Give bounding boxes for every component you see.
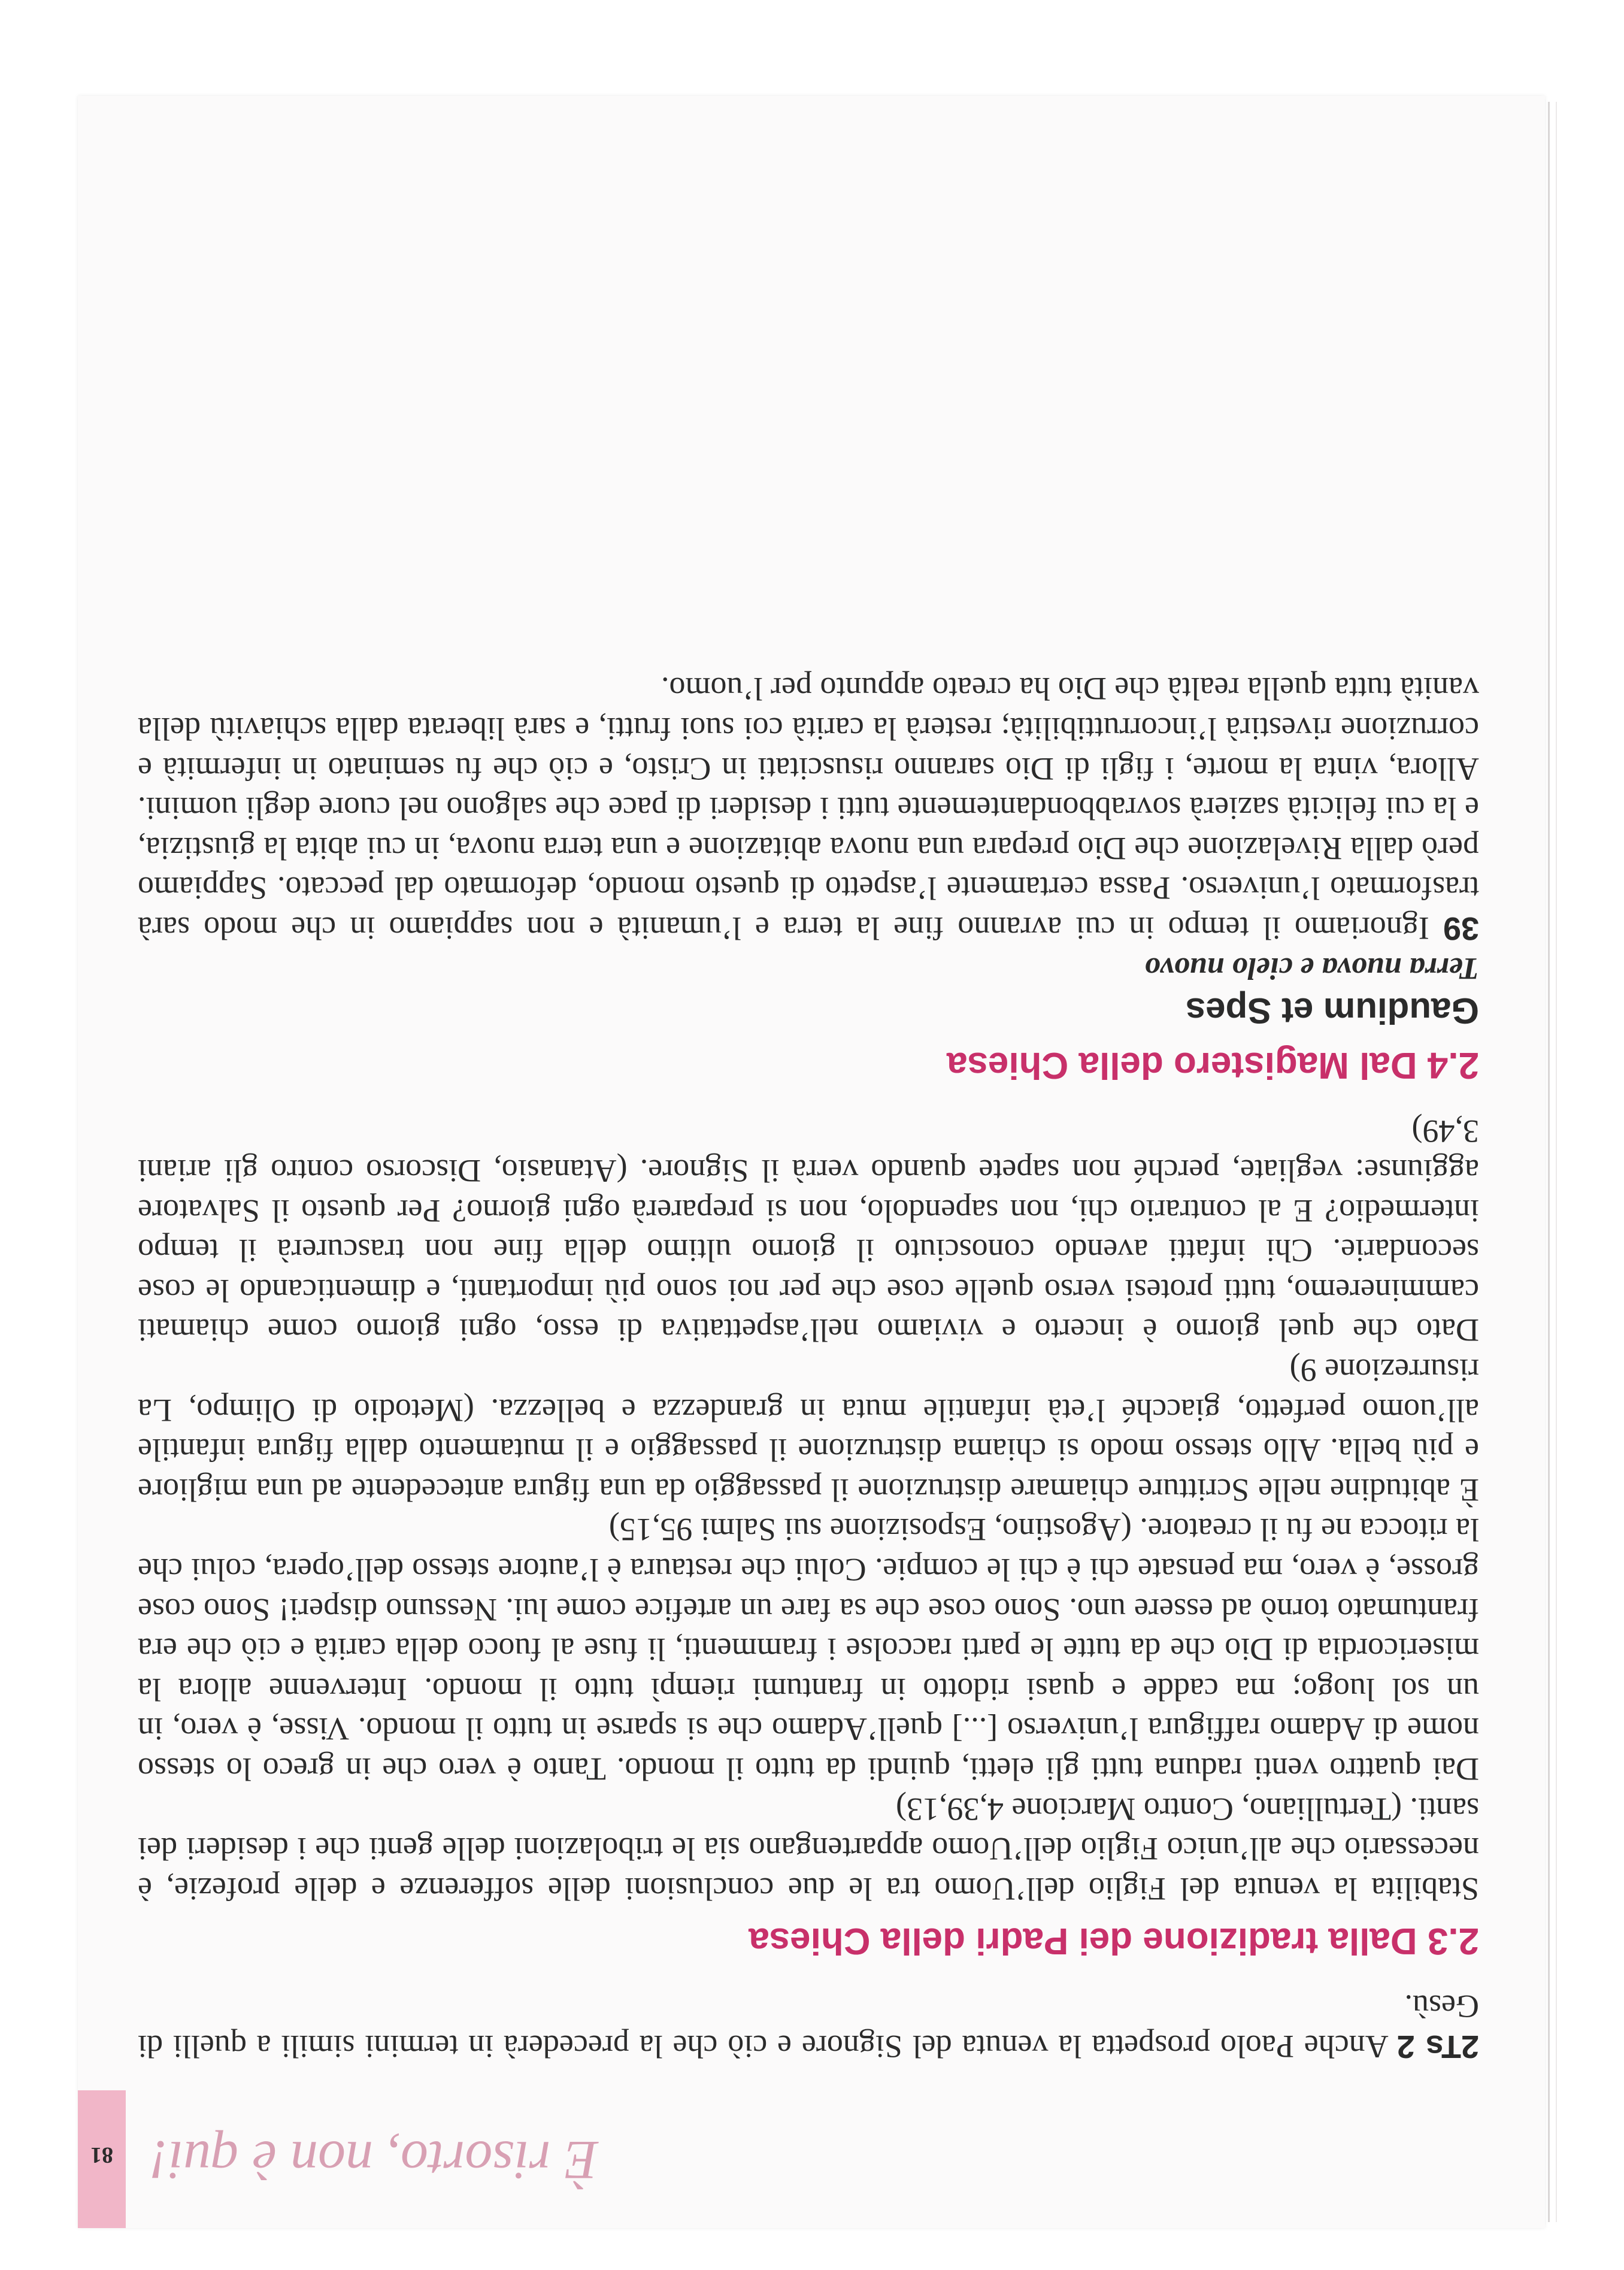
page-number: 81 xyxy=(90,2142,113,2168)
methodius-quote: È abitudine nelle Scritture chiamare distruzione il passaggio da una figura antecedente ad una migliore e più bella. Allo stesso modo si chiama distruzione il passaggio e il mutamento dalla figura infantile all’uomo perfetto, giacché l’età infantile muta in grandezza e bellezza. (Metodio di Olimpo, La risurrezione 9) xyxy=(138,1352,1479,1508)
augustine-quote: Dai quattro venti raduna tutti gli eletti, quindi da tutto il mondo. Tanto è vero che in greco lo stesso nome di Adamo raffigura l’universo [...] quell’Adamo che si sparse in tutto il mondo. Visse, è vero, in un sol luogo; ma cadde e quasi ridotto in frantumi riempì tutto il mondo. Intervenne allora la misericordia di Dio che da tutte le parti raccolse i frammenti, li fuse al fuoco della carità e ciò che era frantumato tornò ad essere uno. Sono cose che sa fare un artefice come lui. Nessuno disperi! Sono cose grosse, è vero, ma pensate chi è chi le compie. Colui che restaura è l’autore stesso dell’opera, colui che la ritocca ne fu il creatore. (Agostino, Esposizione sui Salmi 95,15) xyxy=(138,1512,1479,1788)
running-title: È risorto, non è qui! xyxy=(150,2130,598,2191)
gaudium-paragraph xyxy=(138,669,1479,948)
document-title: Gaudium et Spes xyxy=(1185,990,1479,1031)
athanasius-quote: Dato che quel giorno è incerto e viviamo nell’aspettativa di esso, ogni giorno come chiamati cammineremo, tutti protesi verso quelle cose che per noi sono più importanti, e dimenticando le cose secondarie. Chi infatti avendo conosciuto il giorno ultimo della fine non trascurerà il tempo intermedio? E al contrario chi, non sapendolo, non si preparerà ogni giorno? Per questo il Salvatore aggiunse: vegliate, perché non sapete quando verrà il Signore. (Atanasio, Discorso contro gli ariani 3,49) xyxy=(138,1113,1479,1349)
tertullian-quote: Stabilita la venuta del Figlio dell’Uomo tra le due conclusioni delle sofferenze e delle profezie, è necessario che all’unico Figlio dell’Uomo appartengano sia le tribolazioni delle genti che i desideri dei santi. (Tertulliano, Contro Marcione 4,39,13) xyxy=(138,1791,1479,1907)
section-title-magisterium: 2.4 Dal Magistero della Chiesa xyxy=(946,1044,1479,1086)
book-page xyxy=(78,96,1545,2228)
paragraph-number: 39 xyxy=(1443,910,1479,946)
verse-reference: 2Ts 2 xyxy=(1396,2029,1479,2065)
page-body xyxy=(138,669,1479,2066)
section-title-fathers: 2.3 Dalla tradizione dei Padri della Chiesa xyxy=(749,1920,1479,1962)
paul-paragraph xyxy=(138,1987,1479,2066)
binding-edge xyxy=(1548,102,1557,2222)
paul-text: Anche Paolo prospetta la venuta del Signore e ciò che la precederà in termini simili a quelli di Gesù. xyxy=(137,1988,1479,2065)
page-header xyxy=(78,2090,1545,2228)
gaudium-text: Ignoriamo il tempo in cui avranno fine la terra e l’umanità e non sappiamo in che modo sarà trasformato l’universo. Passa certamente l’aspetto di questo mondo, deformato dal peccato. Sappiamo però dalla Rivelazione che Dio prepara una nuova abitazione e una terra nuova, in cui abita la giustizia, e la cui felicità sazierà sovrabbondantemente tutti i desideri di pace che salgono nel cuore degli uomini. Allora, vinta la morte, i figli di Dio saranno risuscitati in Cristo, e ciò che fu seminato in infermità e corruzione rivestirà l’incorruttibilità; resterà la carità coi suoi frutti, e sarà liberata dalla schiavitù della vanità tutta quella realtà che Dio ha creato appunto per l’uomo. xyxy=(138,671,1479,946)
rubric: Terra nuova e cielo nuovo xyxy=(1144,951,1479,985)
